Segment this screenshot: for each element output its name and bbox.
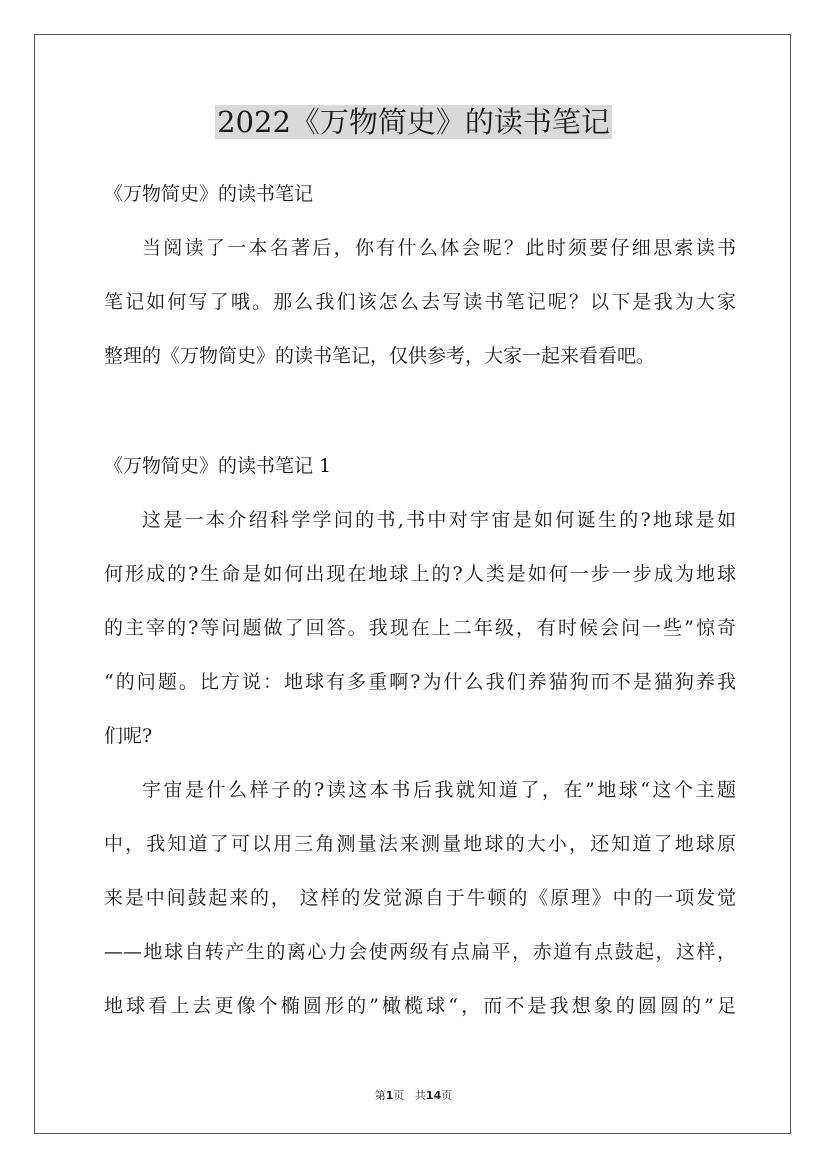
page-prefix: 第 (374, 1089, 386, 1102)
page-number: 1 (385, 1089, 394, 1102)
paragraph-line: “的问题。比方说：地球有多重啊?为什么我们养猫狗而不是猫狗养我 (104, 671, 736, 693)
paragraph-line: 何形成的?生命是如何出现在地球上的?人类是如何一步一步成为地球 (104, 563, 736, 585)
intro-line: 笔记如何写了哦。那么我们该怎么去写读书笔记呢？以下是我为大家 (104, 291, 736, 313)
page-unit: 页 (393, 1089, 405, 1102)
section-heading: 《万物简史》的读书笔记 1 (104, 455, 332, 477)
page-footer (0, 1087, 827, 1103)
paragraph-line: 们呢? (104, 725, 153, 747)
document-title: 2022《万物简史》的读书笔记 (217, 105, 610, 139)
paragraph-line: 宇宙是什么样子的?读这本书后我就知道了，在”地球“这个主题 (142, 779, 736, 801)
intro-line: 当阅读了一本名著后，你有什么体会呢？此时须要仔细思索读书 (142, 237, 736, 259)
paragraph-line: 这是一本介绍科学学问的书,书中对宇宙是如何诞生的?地球是如 (142, 509, 736, 531)
intro-line: 整理的《万物简史》的读书笔记，仅供参考，大家一起来看看吧。 (104, 345, 656, 367)
total-prefix: 共 (414, 1089, 426, 1102)
paragraph-line: 中，我知道了可以用三角测量法来测量地球的大小，还知道了地球原 (104, 833, 736, 855)
document-subtitle: 《万物简史》的读书笔记 (104, 183, 314, 205)
paragraph-line: 来是中间鼓起来的， 这样的发觉源自于牛顿的《原理》中的一项发觉 (104, 887, 736, 909)
total-unit: 页 (441, 1089, 453, 1102)
paragraph-line: 的主宰的?等问题做了回答。我现在上二年级，有时候会问一些”惊奇 (104, 617, 736, 639)
paragraph-line: ——地球自转产生的离心力会使两级有点扁平，赤道有点鼓起，这样， (104, 941, 736, 963)
paragraph-line: 地球看上去更像个椭圆形的”橄榄球“，而不是我想象的圆圆的”足 (104, 995, 736, 1017)
total-pages: 14 (425, 1089, 442, 1102)
